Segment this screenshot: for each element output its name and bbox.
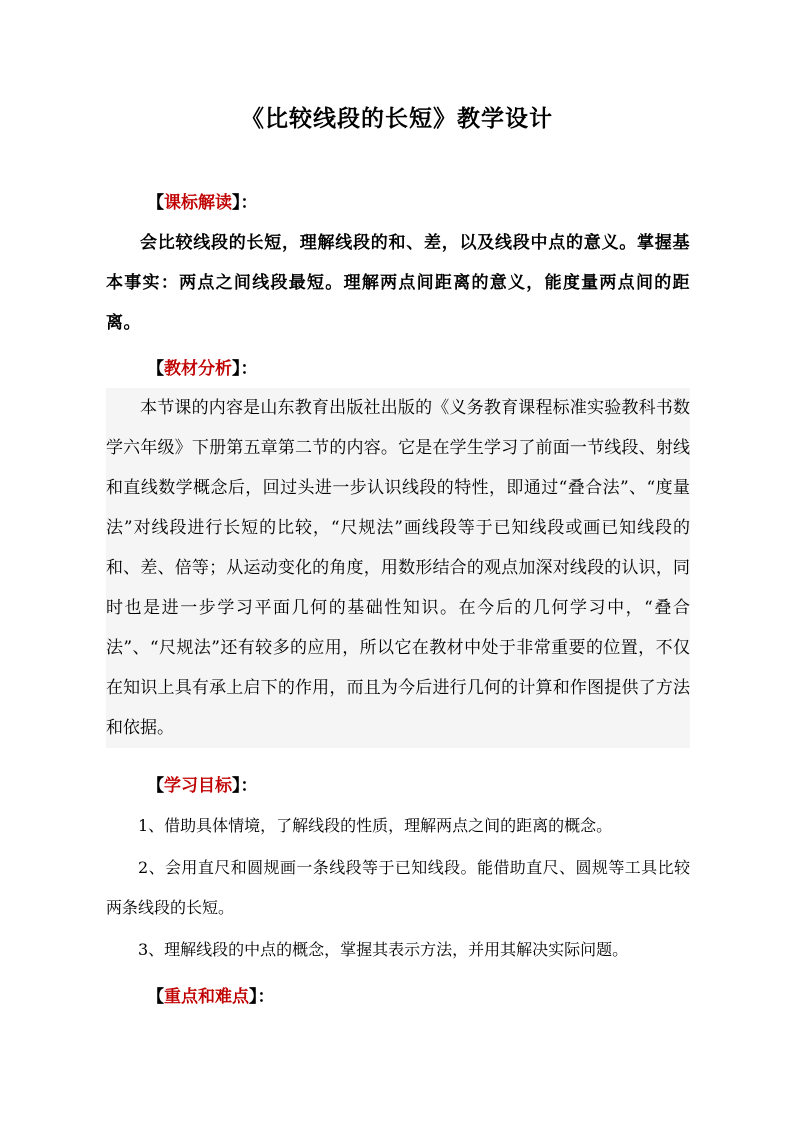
heading-open-bracket: 【 xyxy=(147,359,164,379)
heading-close-bracket: 】： xyxy=(232,193,258,213)
jiaocai-text: 本节课的内容是山东教育出版社出版的《义务教育课程标准实验教科书数学六年级》下册第五章第二节的内容。它是在学生学习了前面一节线段、射线和直线数学概念后，回过头进一步认识线段的特性，即通过“叠合法”、“度量法”对线段进行长短的比较，“尺规法”画线段等于已知线段或画已知线段的和、差、倍等；从运动变化的角度，用数形结合的观点加深对线段的认识，同时也是进一步学习平面几何的基础性知识。在今后的几何学习中，“叠合法”、“尺规法”还有较多的应用，所以它在教材中处于非常重要的位置，不仅在知识上具有承上启下的作用，而且为今后进行几何的计算和作图提供了方法和依据。 xyxy=(106,398,690,738)
heading-close-bracket: 】： xyxy=(232,776,258,796)
goal-item-3: 3、理解线段的中点的概念，掌握其表示方法，并用其解决实际问题。 xyxy=(138,940,629,959)
goal-item-1: 1、借助具体情境，了解线段的性质，理解两点之间的距离的概念。 xyxy=(138,816,613,835)
kebiao-text: 会比较线段的长短，理解线段的和、差，以及线段中点的意义。掌握基本事实：两点之间线段最短。理解两点间距离的意义，能度量两点间的距离。 xyxy=(106,233,690,333)
section-heading-mubiao xyxy=(147,771,258,796)
page-title: 《比较线段的长短》教学设计 xyxy=(241,106,553,132)
heading-label: 课标解读 xyxy=(164,193,232,213)
kebiao-paragraph xyxy=(106,223,690,343)
section-heading-kebiao xyxy=(147,188,258,213)
jiaocai-paragraph xyxy=(106,388,690,748)
heading-label: 重点和难点 xyxy=(164,987,249,1007)
heading-open-bracket: 【 xyxy=(147,987,164,1007)
heading-open-bracket: 【 xyxy=(147,193,164,213)
heading-close-bracket: 】： xyxy=(232,359,258,379)
heading-label: 学习目标 xyxy=(164,776,232,796)
heading-close-bracket: 】： xyxy=(249,987,275,1007)
section-heading-jiaocai xyxy=(147,354,258,379)
heading-label: 教材分析 xyxy=(164,359,232,379)
goal-item-2: 2、会用直尺和圆规画一条线段等于已知线段。能借助直尺、圆规等工具比较两条线段的长短。 xyxy=(106,858,690,917)
section-heading-zhongdian xyxy=(147,982,275,1007)
heading-open-bracket: 【 xyxy=(147,776,164,796)
